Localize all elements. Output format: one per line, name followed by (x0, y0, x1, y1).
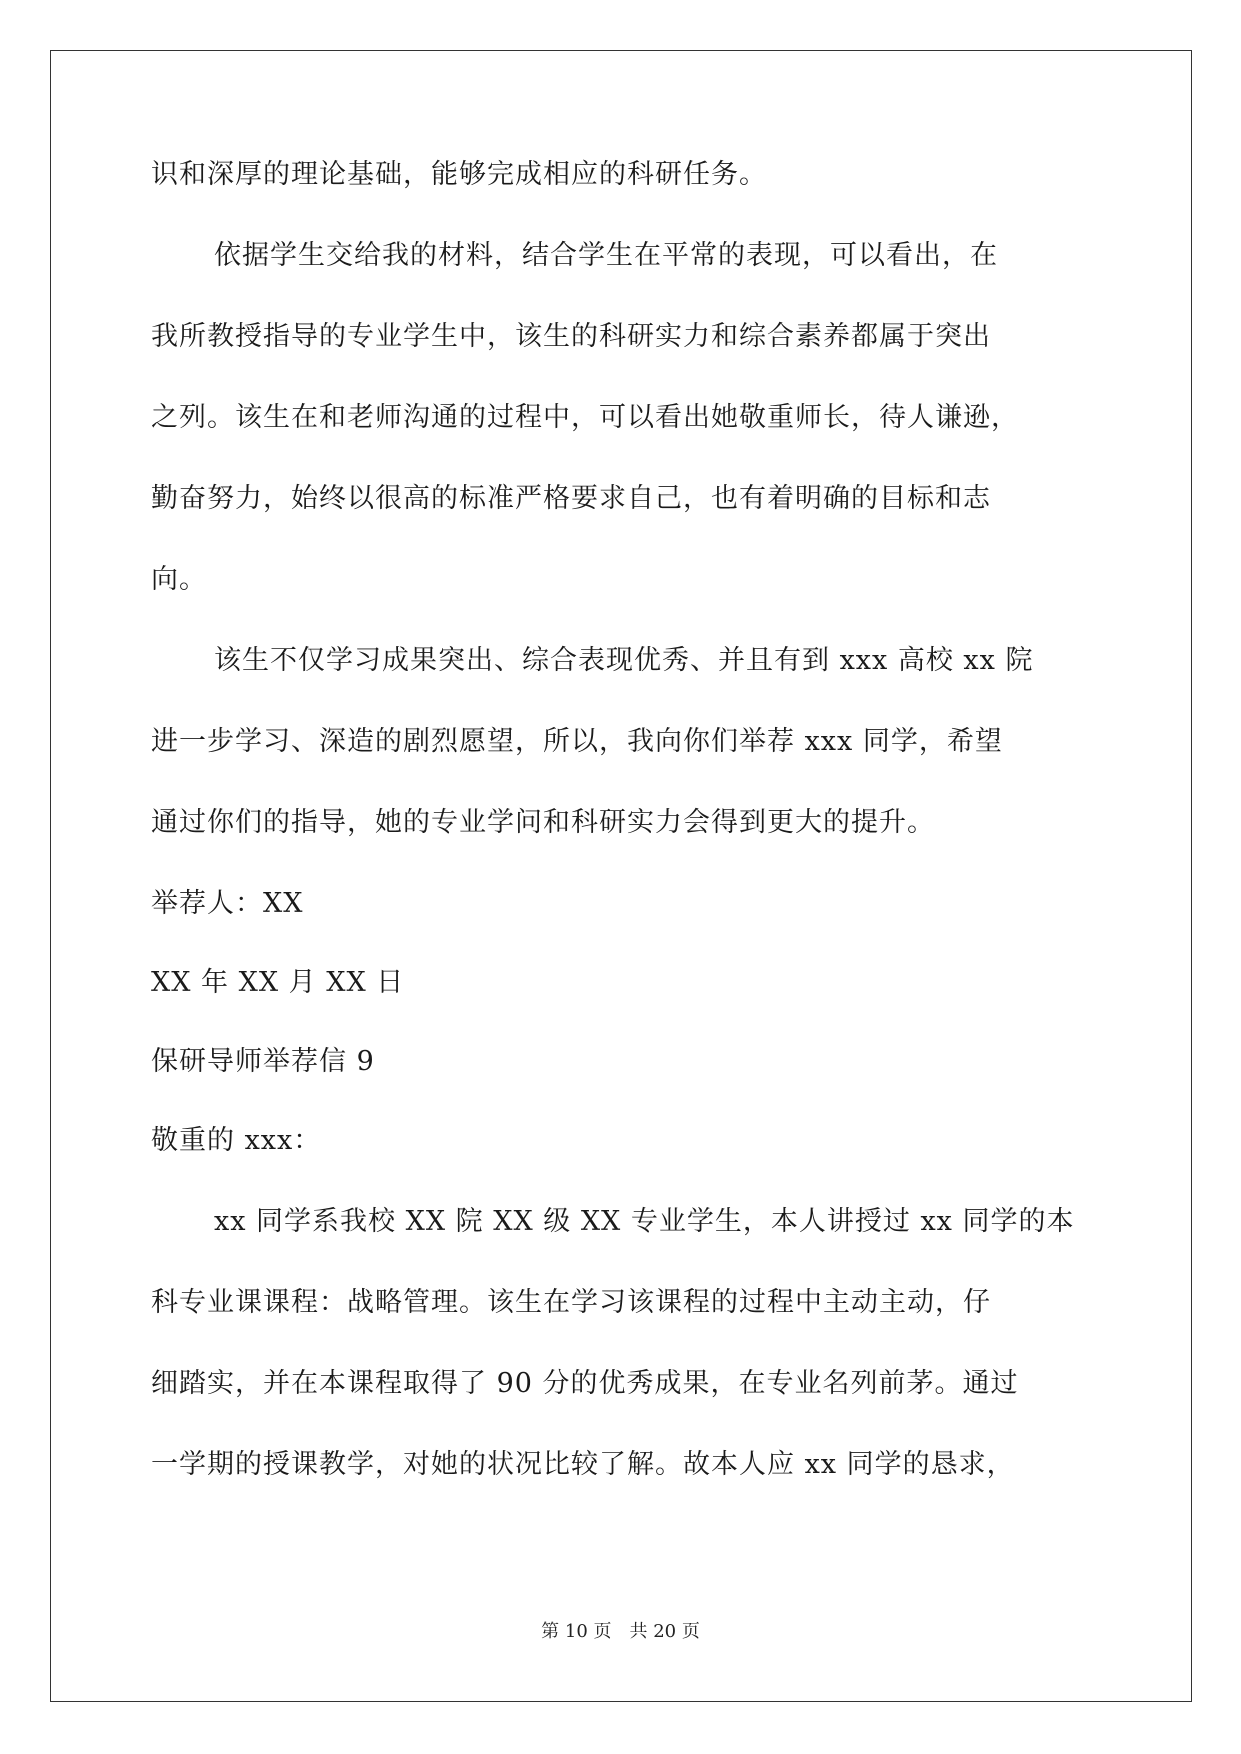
text-line: 科专业课课程：战略管理。该生在学习该课程的过程中主动主动，仔 (151, 1287, 991, 1318)
text-line: 向。 (151, 564, 207, 595)
recommender-line: 举荐人：XX (151, 888, 304, 919)
document-body (151, 160, 1091, 1531)
section-title: 保研导师举荐信 9 (151, 1046, 375, 1077)
salutation-line: 敬重的 xxx： (151, 1125, 322, 1156)
text-line: 细踏实，并在本课程取得了 90 分的优秀成果，在专业名列前茅。通过 (151, 1368, 1019, 1399)
date-line: XX 年 XX 月 XX 日 (151, 967, 405, 998)
text-line: 一学期的授课教学，对她的状况比较了解。故本人应 xx 同学的恳求， (151, 1449, 1015, 1480)
text-line: 我所教授指导的专业学生中，该生的科研实力和综合素养都属于突出 (151, 321, 991, 352)
text-line: 通过你们的指导，她的专业学问和科研实力会得到更大的提升。 (151, 807, 935, 838)
text-line: 识和深厚的理论基础，能够完成相应的科研任务。 (151, 159, 767, 190)
paragraph-first-line: xx 同学系我校 XX 院 XX 级 XX 专业学生，本人讲授过 xx 同学的本 (214, 1206, 1075, 1237)
paragraph-first-line: 依据学生交给我的材料，结合学生在平常的表现，可以看出，在 (214, 240, 998, 271)
text-line: 之列。该生在和老师沟通的过程中，可以看出她敬重师长，待人谦逊， (151, 402, 1019, 433)
paragraph-first-line: 该生不仅学习成果突出、综合表现优秀、并且有到 xxx 高校 xx 院 (214, 645, 1034, 676)
page-number: 第 10 页 共 20 页 (541, 1621, 700, 1642)
text-line: 勤奋努力，始终以很高的标准严格要求自己，也有着明确的目标和志 (151, 483, 991, 514)
text-line: 进一步学习、深造的剧烈愿望，所以，我向你们举荐 xxx 同学，希望 (151, 726, 1003, 757)
